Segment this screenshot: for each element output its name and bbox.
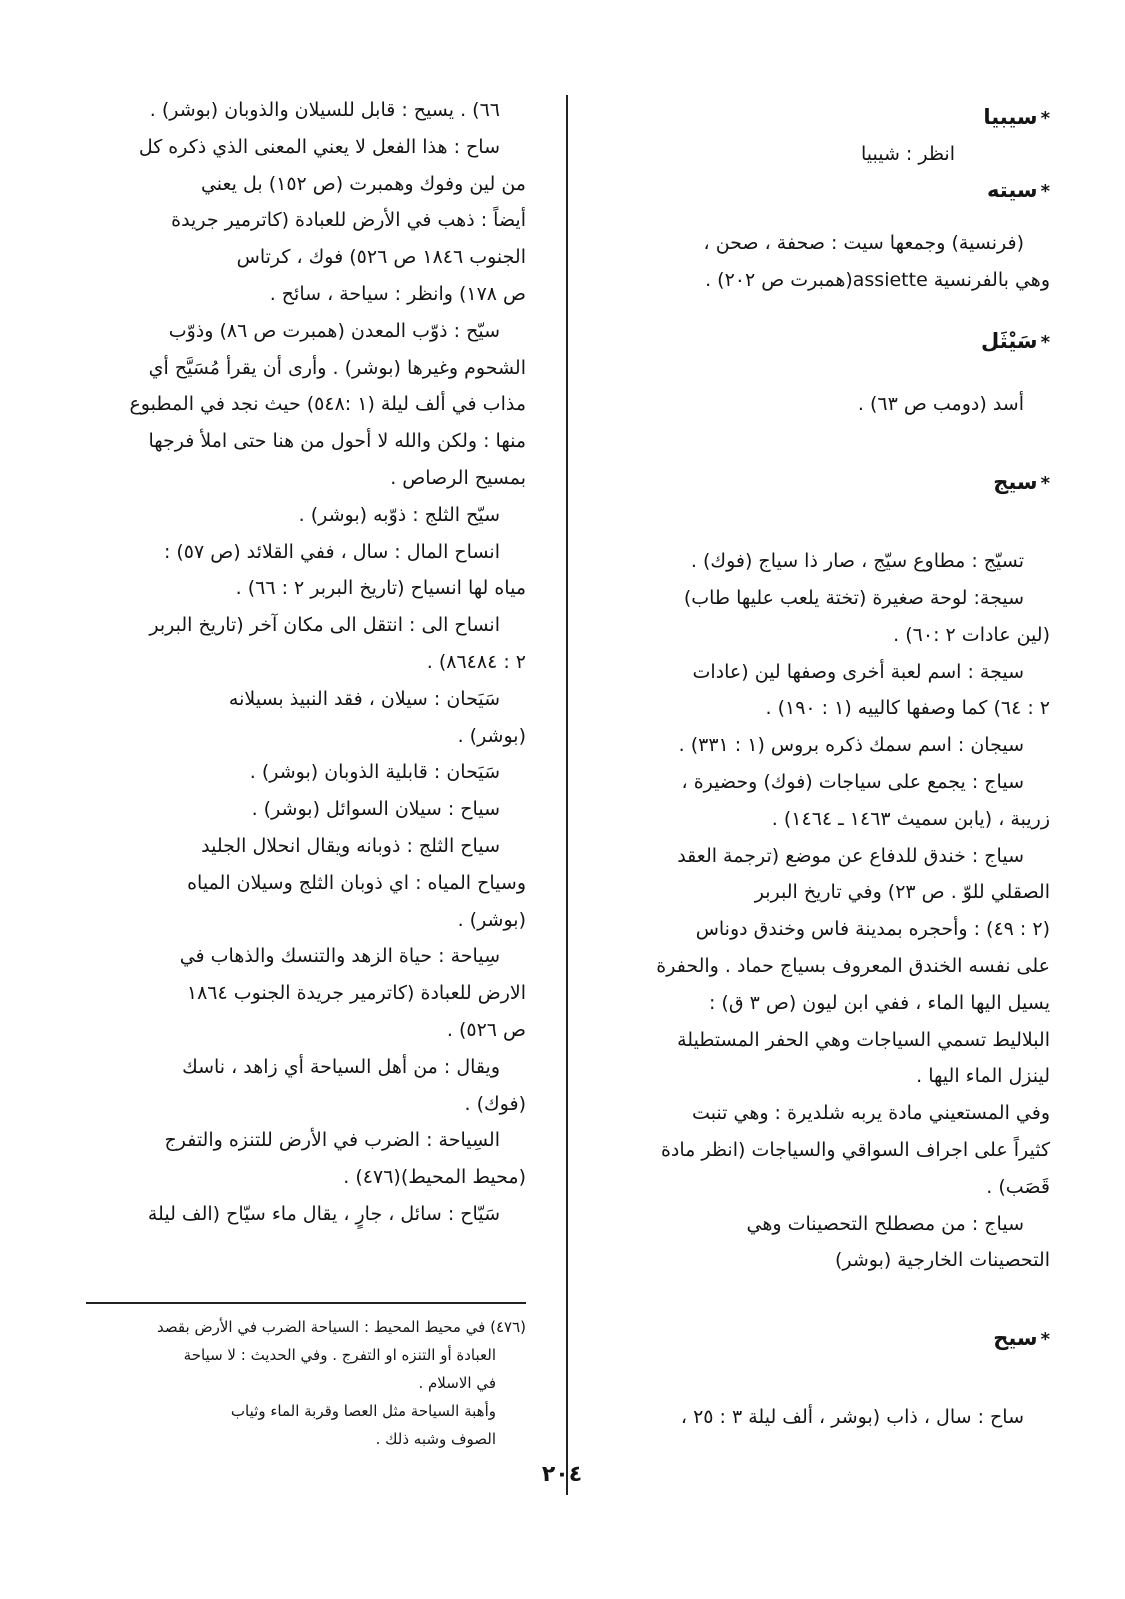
text-line: زريبة ، (يابن سميث ١٤٦٣ ـ ١٤٦٤) . xyxy=(771,807,1050,830)
text-line: (بوشر) . xyxy=(457,724,526,747)
text-line: منها : ولكن والله لا أحول من هنا حتى املأ فرجها xyxy=(148,430,526,453)
text-line: (محيط المحيط)(٤٧٦) . xyxy=(343,1166,526,1189)
headword xyxy=(595,465,1050,501)
text-line: (٢ : ٤٩) : وأحجره بمدينة فاس وخندق دوناس xyxy=(695,918,1050,941)
footnote-line: في الاسلام . xyxy=(418,1374,496,1392)
footnote-divider xyxy=(86,1302,526,1304)
text-line: الشحوم وغيرها (بوشر) . وأرى أن يقرأ مُسَيَّح أي xyxy=(148,356,526,379)
star-marker: * xyxy=(1040,108,1050,129)
text-line: الارض للعبادة (كاترمير جريدة الجنوب ١٨٦٤ xyxy=(186,982,526,1005)
text-line: تسيّج : مطاوع سيّج ، صار ذا سياج (فوك) . xyxy=(690,550,1024,573)
text-line: السِياحة : الضرب في الأرض للتنزه والتفرج xyxy=(164,1129,500,1152)
text-line: على نفسه الخندق المعروف بسياج حماد . والحفرة xyxy=(656,954,1050,977)
text-line: أيضاً : ذهب في الأرض للعبادة (كاترمير جريدة xyxy=(171,209,526,232)
text-line: التحصينات الخارجية (بوشر) xyxy=(834,1249,1050,1272)
text-line: انظر : شيبيا xyxy=(860,143,955,165)
text-line: سياج : خندق للدفاع عن موضع (ترجمة العقد xyxy=(677,844,1024,867)
text-line: ص ٥٢٦) . xyxy=(446,1018,526,1041)
footnote-line: العبادة أو التنزه او التفرج . وفي الحديث : لا سياحة xyxy=(183,1346,496,1364)
text-line: ويقال : من أهل السياحة أي زاهد ، ناسك xyxy=(182,1055,500,1078)
headword xyxy=(595,100,1050,136)
headword-text: سيبيا xyxy=(983,105,1038,129)
headword-text: سيته xyxy=(987,177,1038,202)
text-line: الصقلي للوّ . ص ٢٣) وفي تاريخ البربر xyxy=(754,881,1050,904)
page-number: ٢٠٤ xyxy=(541,1462,583,1487)
text-line: (فرنسية) وجمعها سيت : صحفة ، صحن ، xyxy=(703,231,1024,254)
text-line: البلاليط تسمي السياجات وهي الحفر المستطيلة xyxy=(677,1028,1050,1051)
headword-text: سيح xyxy=(993,1326,1038,1351)
headword xyxy=(595,173,1050,209)
star-marker: * xyxy=(1040,180,1050,202)
text-line: قَصَب) . xyxy=(986,1175,1050,1198)
text-line: وهي بالفرنسية assiette(همبرت ص ٢٠٢) . xyxy=(705,268,1050,291)
text-line: مياه لها انسياح (تاريخ البربر ٢ : ٦٦) . xyxy=(235,577,526,600)
text-line: سِياحة : حياة الزهد والتنسك والذهاب في xyxy=(179,945,500,968)
text-line: وفي المستعيني مادة يربه شلديرة : وهي تنبت xyxy=(692,1102,1050,1125)
star-marker: * xyxy=(1040,473,1050,495)
text-line: الجنوب ١٨٤٦ ص ٥٢٦) فوك ، كرتاس xyxy=(236,246,526,269)
headword xyxy=(595,324,1050,360)
text-line: سياج : يجمع على سياجات (فوك) وحضيرة ، xyxy=(681,770,1024,793)
text-line: ص ١٧٨) وانظر : سياحة ، سائح . xyxy=(269,282,526,305)
text-line: سياح : سيلان السوائل (بوشر) . xyxy=(251,798,500,821)
text-line: بمسيح الرصاص . xyxy=(390,466,526,489)
right-column xyxy=(595,100,1050,1436)
text-line: ساح : سال ، ذاب (بوشر ، ألف ليلة ٣ : ٢٥ ، xyxy=(680,1406,1024,1429)
footnote-line: (٤٧٦) في محيط المحيط : السياحة الضرب في الأرض بقصد xyxy=(157,1318,526,1336)
headword-text: سَيْثَل xyxy=(981,329,1038,354)
text-line: سَيّاح : سائل ، جارٍ ، يقال ماء سيّاح (الف ليلة xyxy=(147,1202,500,1225)
text-line: من لين وفوك وهمبرت (ص ١٥٢) بل يعني xyxy=(200,172,526,195)
text-line: سيّح الثلج : ذوّبه (بوشر) . xyxy=(298,503,500,526)
text-line: ٢ : ٨٦٤٨٤) . xyxy=(426,650,526,673)
text-line: انساح الى : انتقل الى مكان آخر (تاريخ البربر xyxy=(149,614,500,637)
text-line: سياح الثلج : ذوبانه ويقال انحلال الجليد xyxy=(201,834,500,857)
text-line: (فوك) . xyxy=(464,1092,526,1115)
column-divider xyxy=(566,95,568,1495)
text-line: سيجة: لوحة صغيرة (تختة يلعب عليها طاب) xyxy=(683,586,1024,609)
text-line: انساح المال : سال ، ففي القلائد (ص ٥٧) : xyxy=(163,540,500,563)
text-line: كثيراً على اجراف السواقي والسياجات (انظر مادة xyxy=(660,1138,1050,1161)
text-line: (لين عادات ٢ :٦٠) . xyxy=(893,623,1050,646)
text-line: ساح : هذا الفعل لا يعني المعنى الذي ذكره كل xyxy=(138,135,500,158)
footnote-line: الصوف وشبه ذلك . xyxy=(375,1430,496,1448)
text-line: سَيَحان : سيلان ، فقد النبيذ بسيلانه xyxy=(228,687,500,710)
text-line: أسد (دومب ص ٦٣) . xyxy=(857,393,1024,416)
headword-text: سيج xyxy=(993,470,1038,495)
text-line: سيجان : اسم سمك ذكره بروس (١ : ٣٣١) . xyxy=(678,734,1024,757)
text-line: وسياح المياه : اي ذوبان الثلج وسيلان المياه xyxy=(187,871,526,894)
footnotes xyxy=(80,1313,526,1453)
headword xyxy=(595,1321,1050,1357)
text-line: سياج : من مصطلح التحصينات وهي xyxy=(746,1212,1024,1235)
footnote-line: وأهبة السياحة مثل العصا وقربة الماء وثياب xyxy=(230,1402,496,1420)
text-line: يسيل اليها الماء ، ففي ابن ليون (ص ٣ ق) : xyxy=(708,991,1050,1014)
text-line: ٢ : ٦٤) كما وصفها كالييه (١ : ١٩٠) . xyxy=(765,697,1050,720)
text-line: سيجة : اسم لعبة أخرى وصفها لين (عادات xyxy=(692,660,1024,683)
text-line: سيّح : ذوّب المعدن (همبرت ص ٨٦) وذوّب xyxy=(168,319,500,342)
left-column xyxy=(86,92,526,1233)
text-line: ٦٦) . يسيح : قابل للسيلان والذوبان (بوشر) . xyxy=(149,99,500,121)
text-line: مذاب في ألف ليلة (١ :٥٤٨) حيث نجد في المطبوع xyxy=(129,393,526,416)
star-marker: * xyxy=(1040,332,1050,354)
text-line: سَيَحان : قابلية الذوبان (بوشر) . xyxy=(249,761,500,784)
star-marker: * xyxy=(1040,1329,1050,1351)
text-line: لينزل الماء اليها . xyxy=(916,1065,1050,1088)
text-line: (بوشر) . xyxy=(457,908,526,931)
